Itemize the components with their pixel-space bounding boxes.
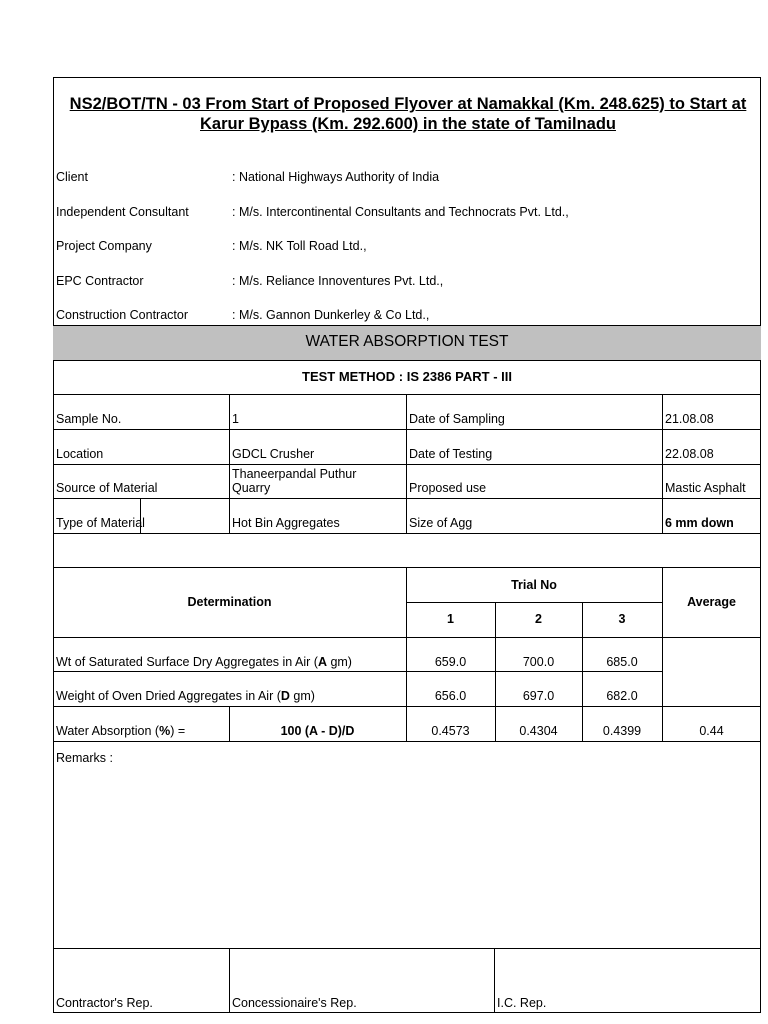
grid-line	[53, 325, 761, 326]
grid-line	[494, 948, 495, 1013]
grid-line	[53, 671, 662, 672]
date-testing-value: 22.08.08	[665, 447, 714, 461]
type-label: Type of Material	[56, 516, 145, 530]
grid-line	[53, 360, 761, 361]
type-value: Hot Bin Aggregates	[232, 516, 340, 530]
location-value: GDCL Crusher	[232, 447, 315, 461]
date-testing-label: Date of Testing	[409, 447, 493, 461]
client-label: Client	[56, 170, 88, 184]
row-w-value: 0.4304	[519, 724, 558, 738]
size-label: Size of Agg	[409, 516, 473, 530]
grid-line	[229, 948, 230, 1013]
average-value: 0.44	[699, 724, 724, 738]
test-title: WATER ABSORPTION TEST	[305, 333, 509, 350]
grid-line	[406, 394, 407, 533]
ic-rep-label: I.C. Rep.	[497, 996, 547, 1010]
sample-no-label: Sample No.	[56, 412, 122, 426]
grid-line	[53, 706, 761, 707]
grid-line	[662, 567, 663, 741]
grid-line	[229, 394, 230, 533]
remarks-label: Remarks :	[56, 751, 113, 765]
row-a-label: Wt of Saturated Surface Dry Aggregates in Air (A gm)	[56, 655, 352, 669]
row-a-value: 685.0	[606, 655, 638, 669]
contractor-rep-label: Contractor's Rep.	[56, 996, 153, 1010]
concessionaire-rep-label: Concessionaire's Rep.	[232, 996, 357, 1010]
independent-consultant-value: : M/s. Intercontinental Consultants and Technocrats Pvt. Ltd.,	[232, 205, 569, 219]
construction-contractor-label: Construction Contractor	[56, 308, 189, 322]
project-company-label: Project Company	[56, 239, 152, 253]
epc-contractor-label: EPC Contractor	[56, 274, 144, 288]
proposed-use-value: Mastic Asphalt	[665, 481, 746, 495]
date-sampling-value: 21.08.08	[665, 412, 714, 426]
grid-line	[53, 567, 761, 568]
row-d-value: 656.0	[434, 689, 467, 703]
location-label: Location	[56, 447, 104, 461]
row-d-value: 697.0	[522, 689, 555, 703]
row-d-label: Weight of Oven Dried Aggregates in Air (D gm)	[56, 689, 315, 703]
sample-no-value: 1	[232, 412, 239, 426]
determination-header: Determination	[187, 595, 272, 609]
grid-line	[406, 567, 407, 741]
trial-header: Trial No	[511, 578, 557, 592]
grid-line	[53, 498, 761, 499]
trial-number: 2	[535, 612, 542, 626]
size-value: 6 mm down	[665, 516, 734, 530]
project-company-value: : M/s. NK Toll Road Ltd.,	[232, 239, 367, 253]
water-absorption-label: Water Absorption (%) =	[56, 724, 186, 738]
grid-line	[406, 602, 662, 603]
row-a-value: 659.0	[434, 655, 467, 669]
source-label: Source of Material	[56, 481, 158, 495]
grid-line	[53, 741, 761, 742]
test-method: TEST METHOD : IS 2386 PART - III	[302, 369, 512, 384]
proposed-use-label: Proposed use	[409, 481, 487, 495]
row-d-value: 682.0	[606, 689, 638, 703]
grid-line	[53, 429, 761, 430]
average-header: Average	[687, 595, 736, 609]
construction-contractor-value: : M/s. Gannon Dunkerley & Co Ltd.,	[232, 308, 430, 322]
source-value-line2: Quarry	[232, 481, 271, 495]
grid-line	[53, 464, 761, 465]
grid-line	[53, 948, 761, 949]
page-title: NS2/BOT/TN - 03 From Start of Proposed Flyover at Namakkal (Km. 248.625) to Start at Karur Bypass (Km. 292.600) in the state of Tamilnadu	[69, 95, 747, 133]
grid-line	[53, 394, 761, 395]
trial-number: 1	[447, 612, 454, 626]
independent-consultant-label: Independent Consultant	[56, 205, 189, 219]
grid-line	[53, 533, 761, 534]
row-w-value: 0.4573	[431, 724, 470, 738]
source-value-line1: Thaneerpandal Puthur	[232, 467, 357, 481]
grid-line	[53, 637, 761, 638]
trial-number: 3	[618, 612, 626, 626]
row-w-value: 0.4399	[602, 724, 642, 738]
epc-contractor-value: : M/s. Reliance Innoventures Pvt. Ltd.,	[232, 274, 444, 288]
date-sampling-label: Date of Sampling	[409, 412, 505, 426]
client-value: : National Highways Authority of India	[232, 170, 440, 184]
formula: 100 (A - D)/D	[280, 724, 355, 738]
grid-line	[662, 394, 663, 533]
row-a-value: 700.0	[522, 655, 555, 669]
